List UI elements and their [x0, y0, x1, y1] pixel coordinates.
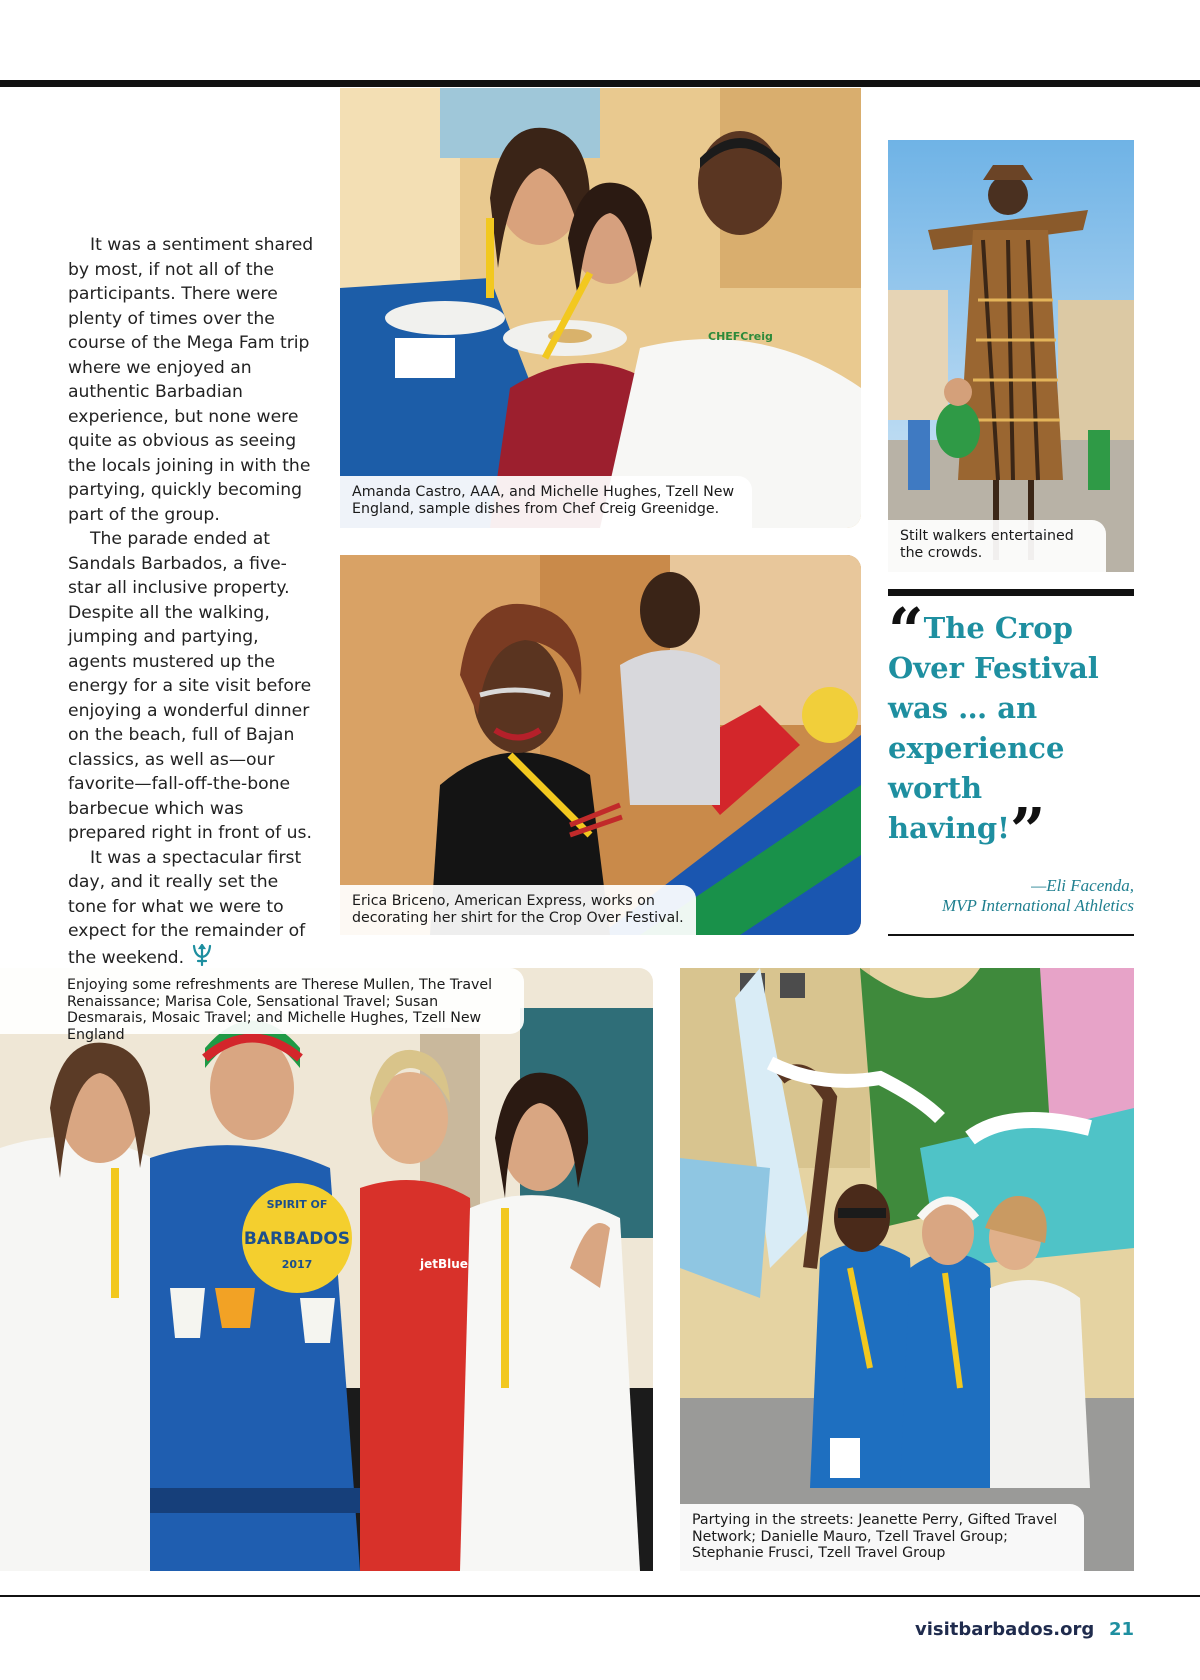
photo-chef-caption: Amanda Castro, AAA, and Michelle Hughes, Tzell New England, sample dishes from Chef Creig Greenidge. [340, 476, 752, 528]
chef-shirt-logo: CHEFCreig [708, 330, 773, 343]
badge-top-text: SPIRIT OF [266, 1198, 328, 1211]
photo-refreshments-image [0, 968, 653, 1571]
pull-quote-top-rule [888, 589, 1134, 596]
pull-quote [888, 594, 1138, 867]
bottom-rule [0, 1595, 1200, 1597]
pull-quote-author: —Eli Facenda, [1031, 876, 1134, 895]
photo-party-caption: Partying in the streets: Jeanette Perry, Gifted Travel Network; Danielle Mauro, Tzell Travel Group; Stephanie Frusci, Tzell Travel Group [680, 1504, 1084, 1571]
pull-quote-attribution [874, 876, 1134, 916]
refresh-shirt-logo: jetBlue [420, 1257, 468, 1271]
pull-quote-affiliation: MVP International Athletics [941, 896, 1134, 915]
pull-quote-text: The Crop Over Festival was … an experience worth having! [888, 611, 1099, 845]
photo-stilt-walker [888, 140, 1134, 572]
badge-main-text: BARBADOS [243, 1229, 351, 1249]
photo-refreshments [0, 968, 653, 1571]
article-paragraph-2: The parade ended at Sandals Barbados, a five-star all inclusive property. Despite all the walking, jumping and partying, agents mustered up the energy for a site visit before enjoying a wonderful dinner on the beach, full of Bajan classics, as well as—our favorite—fall-off-the-bone barbecue which was prepared right in front of us. [68, 529, 312, 843]
article-paragraph-1: It was a sentiment shared by most, if not all of the participants. There were plenty of times over the course of the Mega Fam trip where we enjoyed an authentic Barbadian experience, but none were quite as obvious as seeing the locals joining in with the partying, quickly becoming part of the group. [68, 235, 314, 525]
photo-refreshments-caption: Enjoying some refreshments are Therese Mullen, The Travel Renaissance; Marisa Cole, Sensational Travel; Susan Desmarais, Mosaic Travel; and Michelle Hughes, Tzell New England [0, 968, 524, 1034]
photo-chef-image [340, 88, 861, 528]
photo-erica-caption: Erica Briceno, American Express, works on decorating her shirt for the Crop Over Festival. [340, 885, 696, 935]
quote-close-mark: ” [1009, 794, 1046, 867]
footer-url[interactable]: visitbarbados.org [915, 1619, 1095, 1640]
photo-erica-image [340, 555, 861, 935]
pull-quote-bottom-rule [888, 934, 1134, 936]
photo-party-image [680, 968, 1134, 1571]
photo-party-streets [680, 968, 1134, 1571]
trident-icon [190, 944, 214, 966]
quote-open-mark: “ [888, 594, 924, 667]
badge-year-text: 2017 [281, 1258, 313, 1271]
top-rule [0, 80, 1200, 87]
article-paragraph-3 [68, 846, 320, 971]
article-body [68, 233, 320, 970]
article-paragraph-3-text: It was a spectacular first day, and it really set the tone for what we were to expect for the remainder of the weekend. [68, 847, 306, 968]
photo-stilt-caption: Stilt walkers entertained the crowds. [888, 520, 1106, 572]
photo-chef-dishes [340, 88, 861, 528]
photo-erica-shirt [340, 555, 861, 935]
photo-stilt-image [888, 140, 1134, 572]
footer-page-number: 21 [1109, 1619, 1135, 1640]
